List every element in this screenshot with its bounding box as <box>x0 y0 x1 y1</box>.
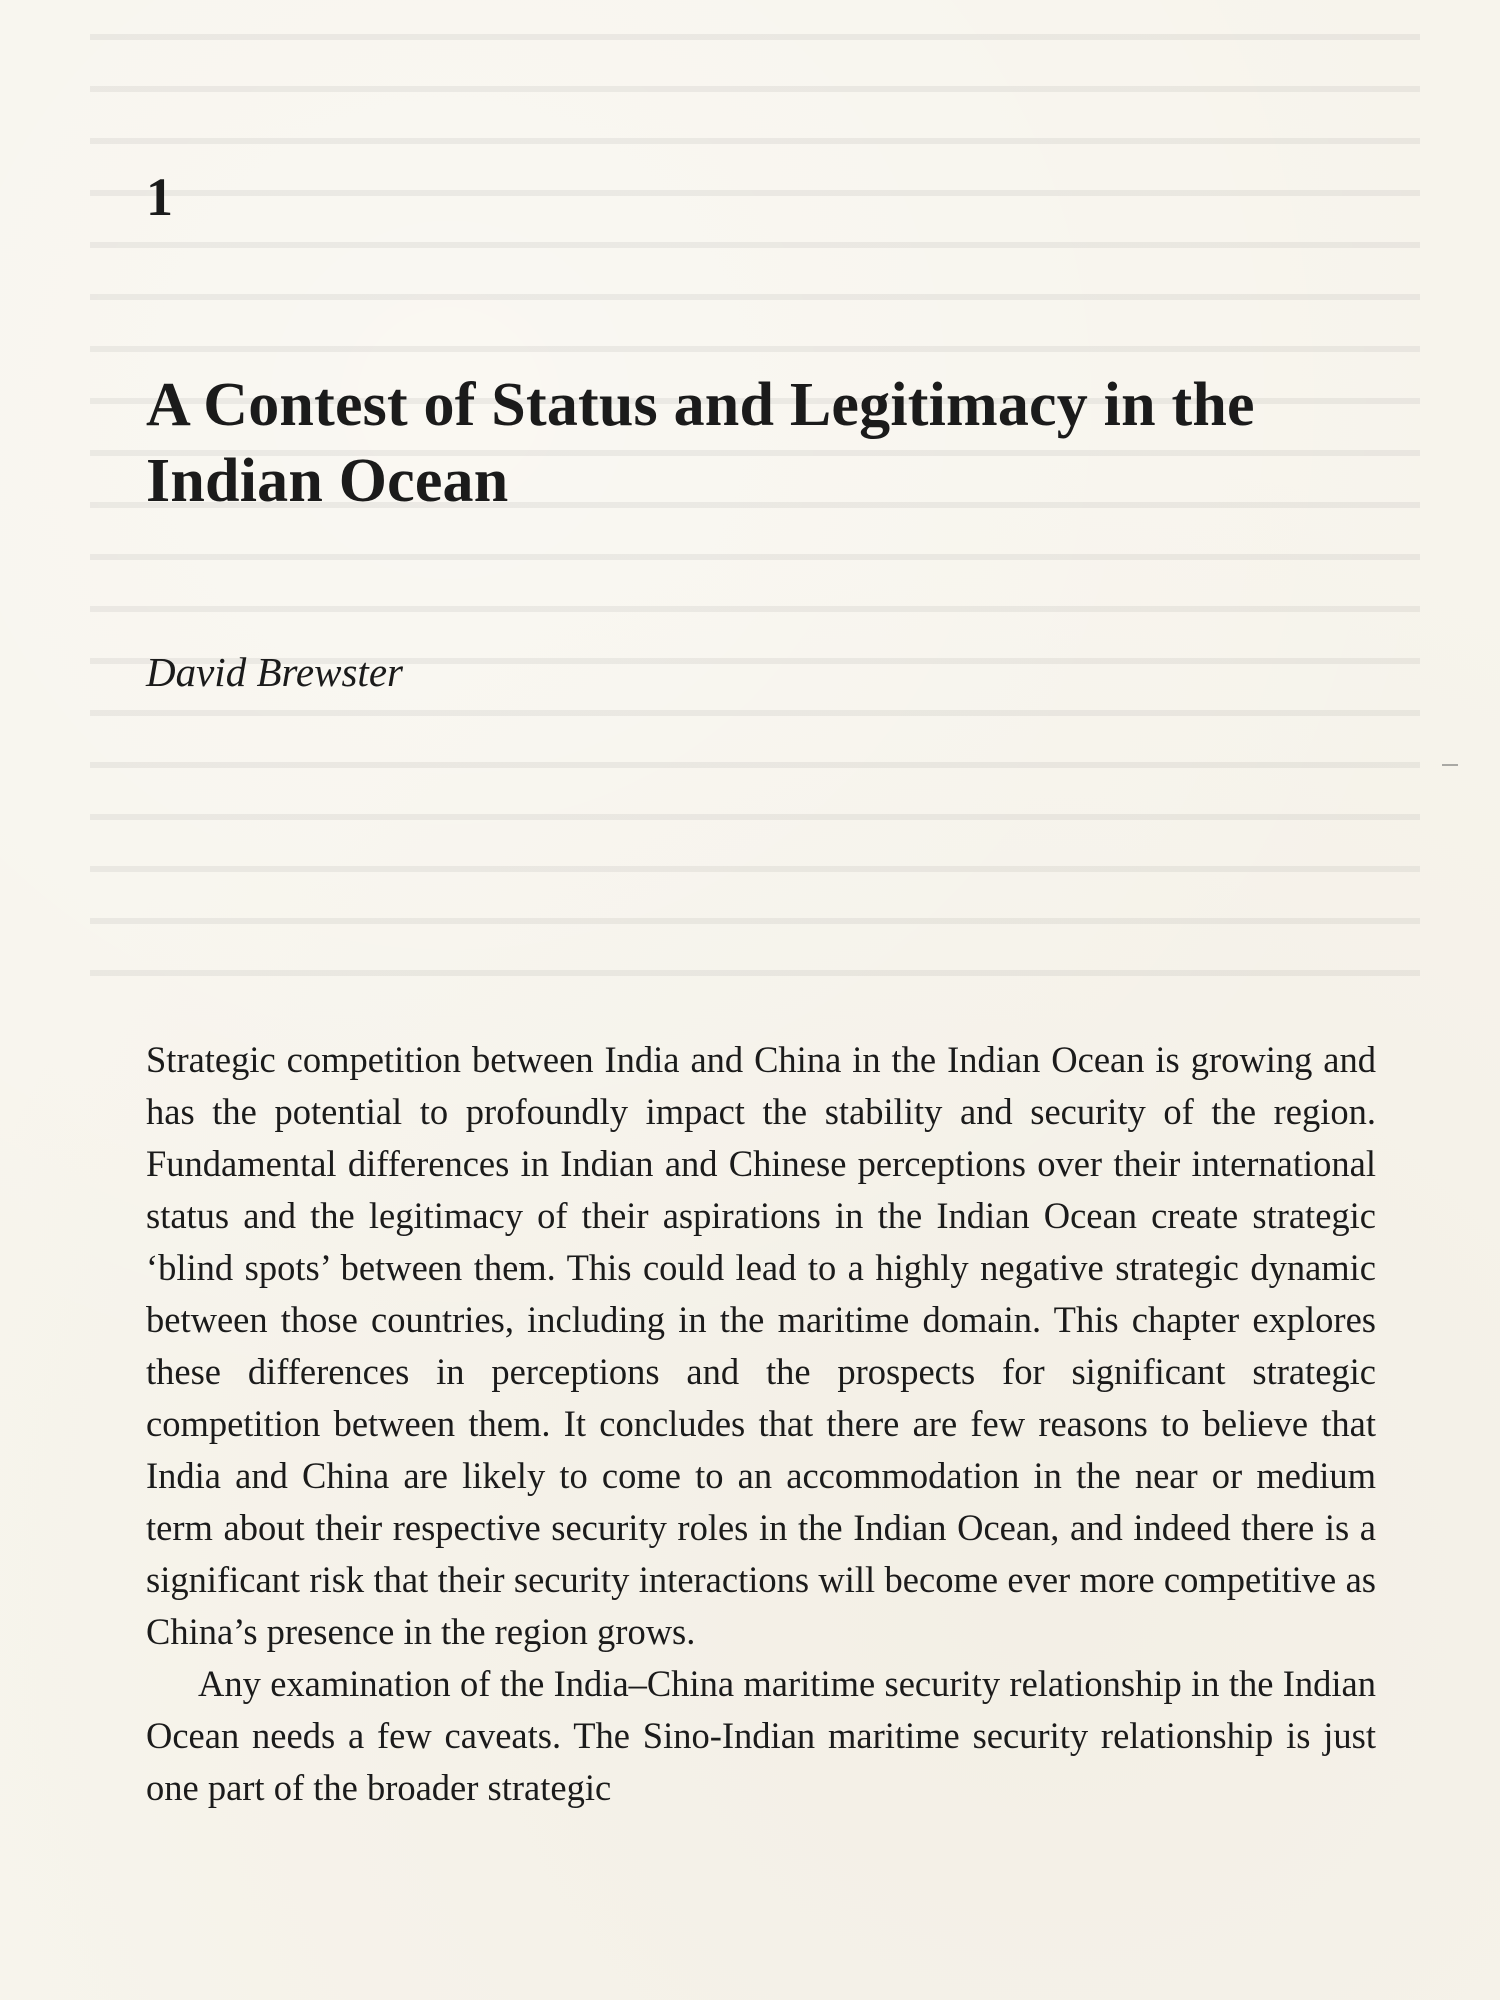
paragraph-intro: Strategic competition between India and China in the Indian Ocean is growing and has the potential to profoundly impact the stability and security of the region. Fundamental differences in Indian and Chinese perceptions over their international status and the legitimacy of their aspirations in the Indian Ocean create strategic ‘blind spots’ between them. This could lead to a highly negative strategic dynamic between those countries, including in the maritime domain. This chapter explores these differences in perceptions and the prospects for significant strategic competition between them. It concludes that there are few reasons to believe that India and China are likely to come to an accommodation in the near or medium term about their respective security roles in the Indian Ocean, and indeed there is a significant risk that their security interactions will become ever more competitive as China’s presence in the region grows. <box>146 1039 1376 1652</box>
margin-mark <box>1442 764 1458 766</box>
chapter-author: David Brewster <box>146 649 403 695</box>
chapter-number: 1 <box>146 167 173 227</box>
body-text <box>146 1034 1376 1814</box>
chapter-title: A Contest of Status and Legitimacy in the Indian Ocean <box>146 371 1255 515</box>
paragraph-caveats: Any examination of the India–China maritime security relationship in the Indian Ocean needs a few caveats. The Sino-Indian maritime security relationship is just one part of the broader strategic <box>146 1663 1376 1808</box>
